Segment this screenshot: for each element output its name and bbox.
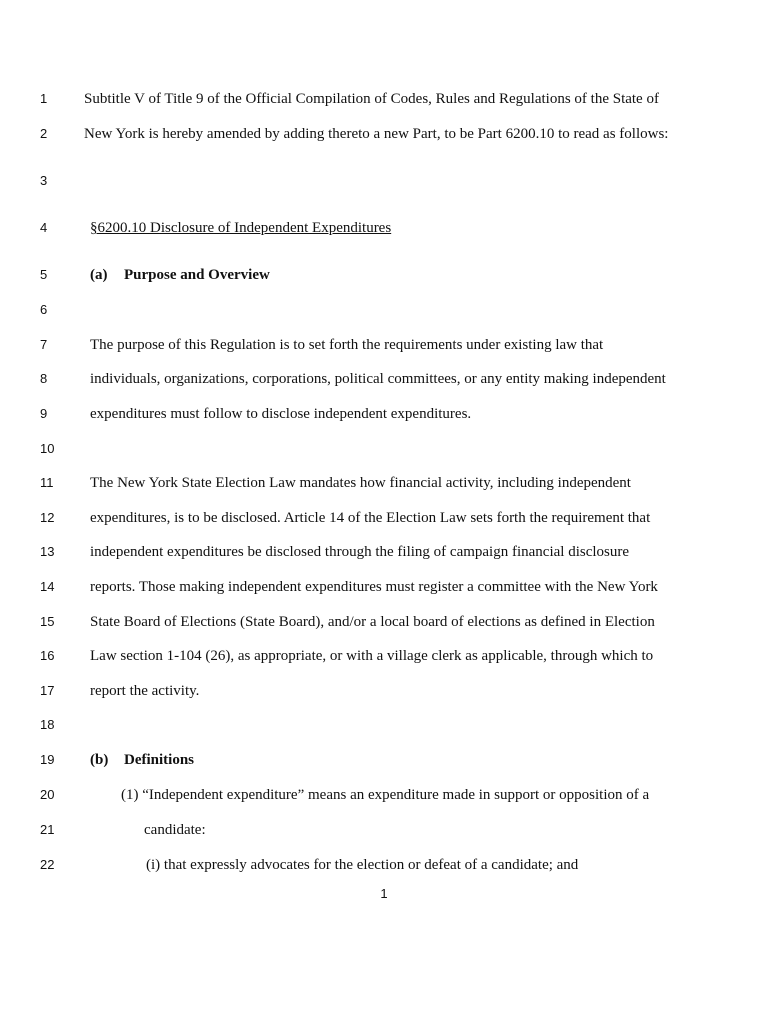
line-number: 5 <box>40 267 48 282</box>
line-number: 7 <box>40 337 48 352</box>
subsection-title: Purpose and Overview <box>124 267 270 283</box>
line-number: 6 <box>40 302 48 317</box>
document-line <box>0 610 768 634</box>
line-text: Subtitle V of Title 9 of the Official Compilation of Codes, Rules and Regulations of the State of <box>84 91 659 107</box>
line-text: State Board of Elections (State Board), and/or a local board of elections as defined in Election <box>90 614 655 630</box>
line-number: 14 <box>40 579 55 594</box>
line-number: 11 <box>40 475 54 490</box>
line-text: The purpose of this Regulation is to set forth the requirements under existing law that <box>90 337 604 353</box>
document-line <box>0 713 768 737</box>
line-number: 21 <box>40 822 55 837</box>
line-text: candidate: <box>144 822 206 838</box>
document-line <box>0 471 768 495</box>
document-line <box>0 437 768 461</box>
line-text: New York is hereby amended by adding thereto a new Part, to be Part 6200.10 to read as follows: <box>84 126 669 142</box>
subsection-heading <box>90 263 270 287</box>
line-number: 12 <box>40 510 55 525</box>
line-number: 22 <box>40 857 55 872</box>
document-line <box>0 644 768 668</box>
line-number: 9 <box>40 406 48 421</box>
line-text: Law section 1-104 (26), as appropriate, or with a village clerk as applicable, through which to <box>90 648 654 664</box>
document-line <box>0 748 768 772</box>
line-text: (i) that expressly advocates for the election or defeat of a candidate; and <box>146 857 579 873</box>
subsection-letter: (a) <box>90 267 108 283</box>
document-line <box>0 263 768 287</box>
document-line <box>0 679 768 703</box>
subsection-title: Definitions <box>124 752 195 768</box>
line-text: The New York State Election Law mandates how financial activity, including independent <box>90 475 631 491</box>
document-line <box>0 402 768 426</box>
document-line <box>0 298 768 322</box>
line-text: reports. Those making independent expenditures must register a committee with the New York <box>90 579 658 595</box>
line-number: 19 <box>40 752 55 767</box>
subsection-letter: (b) <box>90 752 109 768</box>
document-line <box>0 87 768 111</box>
document-line <box>0 540 768 564</box>
document-line <box>0 506 768 530</box>
page-number: 1 <box>380 886 388 901</box>
line-number: 1 <box>40 91 48 106</box>
document-line <box>0 783 768 807</box>
section-heading: §6200.10 Disclosure of Independent Expenditures <box>90 220 392 236</box>
line-number: 13 <box>40 544 55 559</box>
line-text: independent expenditures be disclosed through the filing of campaign financial disclosure <box>90 544 630 560</box>
line-number: 17 <box>40 683 55 698</box>
document-line <box>0 853 768 877</box>
document-line <box>0 169 768 193</box>
document-line <box>0 818 768 842</box>
subsection-heading <box>90 748 194 772</box>
line-text: individuals, organizations, corporations, political committees, or any entity making independent <box>90 371 666 387</box>
document-line <box>0 216 768 240</box>
line-number: 4 <box>40 220 48 235</box>
line-text: (1) “Independent expenditure” means an expenditure made in support or opposition of a <box>121 787 650 803</box>
line-number: 2 <box>40 126 48 141</box>
document-line <box>0 367 768 391</box>
document-line <box>0 122 768 146</box>
line-number: 18 <box>40 717 55 732</box>
line-number: 8 <box>40 371 48 386</box>
line-text: expenditures, is to be disclosed. Article 14 of the Election Law sets forth the requirement that <box>90 510 651 526</box>
line-text: expenditures must follow to disclose independent expenditures. <box>90 406 472 422</box>
line-number: 3 <box>40 173 48 188</box>
line-number: 16 <box>40 648 55 663</box>
line-number: 10 <box>40 441 55 456</box>
document-line <box>0 575 768 599</box>
line-number: 20 <box>40 787 55 802</box>
document-line <box>0 333 768 357</box>
line-number: 15 <box>40 614 55 629</box>
line-text: report the activity. <box>90 683 200 699</box>
